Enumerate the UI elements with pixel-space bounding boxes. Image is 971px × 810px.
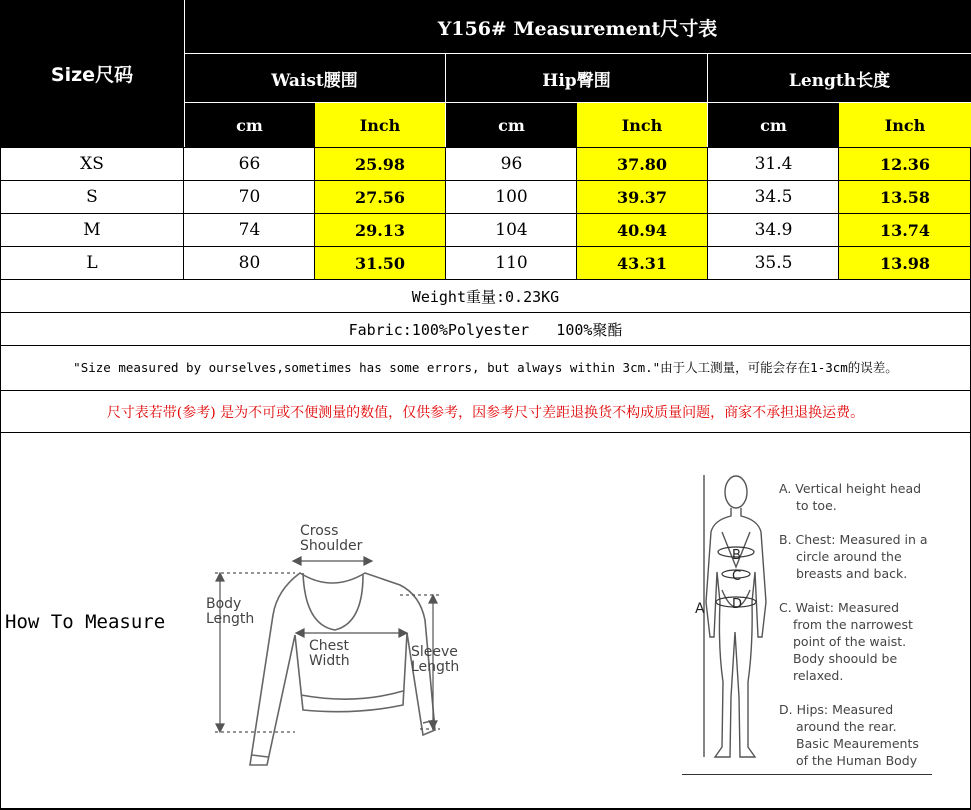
marker-a: A (695, 601, 705, 617)
legend-line: of the Human Body (796, 753, 918, 768)
group-header-hip: Hip臀围 (446, 54, 707, 102)
table-title: Y156# Measurement尺寸表 (184, 0, 971, 54)
fabric-note: Fabric:100%Polyester 100%聚酯 (1, 313, 970, 345)
weight-note: Weight重量:0.23KG (1, 280, 970, 312)
group-header-length: Length长度 (708, 54, 971, 102)
table-cell: 13.98 (839, 247, 971, 279)
legend-line: around the rear. (796, 719, 897, 734)
chest-width-label: Width (309, 653, 350, 669)
table-cell: 39.37 (577, 181, 707, 213)
cross-shoulder-label: Cross (300, 523, 339, 539)
unit-header: Inch (839, 103, 971, 147)
cross-shoulder-label: Shoulder (300, 538, 363, 554)
size-label: XS (0, 148, 184, 180)
legend-line: point of the waist. (793, 634, 907, 649)
unit-header: Inch (315, 103, 445, 147)
table-cell: 27.56 (315, 181, 445, 213)
table-cell: 37.80 (577, 148, 707, 180)
legend-line: A. Vertical height head (779, 481, 922, 496)
table-cell: 31.4 (708, 148, 839, 180)
garment-measure-diagram (195, 515, 465, 780)
body-length-label: Body (206, 596, 242, 612)
legend-item-d (779, 701, 967, 769)
table-cell: 13.74 (839, 214, 971, 246)
legend-line: B. Chest: Measured in a (779, 532, 928, 547)
unit-header: cm (184, 103, 315, 147)
table-cell: 66 (184, 148, 315, 180)
size-label: L (0, 247, 184, 279)
legend-item-c (779, 599, 967, 684)
table-cell: 34.5 (708, 181, 839, 213)
how-to-measure-title: How To Measure (5, 611, 166, 633)
legend-line: Body shoould be (793, 651, 898, 666)
table-cell: 12.36 (839, 148, 971, 180)
legend-line: from the narrowest (793, 617, 913, 632)
legend-divider (682, 774, 932, 775)
legend-line: circle around the (796, 549, 902, 564)
body-length-label: Length (206, 611, 255, 627)
marker-b: B (732, 548, 741, 563)
size-header: Size尺码 (0, 0, 184, 147)
table-cell: 80 (184, 247, 315, 279)
legend-item-b (779, 531, 967, 582)
table-cell: 31.50 (315, 247, 445, 279)
measurement-disclaimer: "Size measured by ourselves,sometimes has some errors, but always within 3cm."由于人工测量，可能会存在1-3cm的误差。 (4, 346, 967, 390)
reference-size-warning: 尺寸表若带(参考) 是为不可或不便测量的数值，仅供参考，因参考尺寸差距退换货不构成质量问题，商家不承担退换运费。 (1, 391, 970, 432)
body-measure-diagram (690, 472, 780, 762)
legend-item-a (779, 480, 967, 514)
marker-d: D (732, 597, 743, 612)
size-label: M (0, 214, 184, 246)
sleeve-length-label: Sleeve (411, 644, 458, 660)
unit-header: cm (708, 103, 839, 147)
marker-c: C (732, 569, 742, 584)
legend-line: breasts and back. (796, 566, 908, 581)
table-cell: 96 (446, 148, 577, 180)
sleeve-length-label: Length (411, 659, 460, 675)
unit-header: cm (446, 103, 577, 147)
chest-width-label: Chest (309, 638, 350, 654)
table-cell: 29.13 (315, 214, 445, 246)
table-cell: 13.58 (839, 181, 971, 213)
legend-line: C. Waist: Measured (779, 600, 900, 615)
table-cell: 43.31 (577, 247, 707, 279)
table-cell: 40.94 (577, 214, 707, 246)
group-header-waist: Waist腰围 (184, 54, 445, 102)
unit-header: Inch (577, 103, 707, 147)
table-cell: 35.5 (708, 247, 839, 279)
table-cell: 25.98 (315, 148, 445, 180)
body-legend (779, 480, 967, 769)
legend-line: to toe. (796, 498, 837, 513)
table-cell: 34.9 (708, 214, 839, 246)
table-cell: 100 (446, 181, 577, 213)
table-cell: 74 (184, 214, 315, 246)
legend-line: D. Hips: Measured (779, 702, 894, 717)
legend-line: relaxed. (793, 668, 844, 683)
table-cell: 70 (184, 181, 315, 213)
size-label: S (0, 181, 184, 213)
table-cell: 110 (446, 247, 577, 279)
table-cell: 104 (446, 214, 577, 246)
legend-line: Basic Meaurements (796, 736, 919, 751)
